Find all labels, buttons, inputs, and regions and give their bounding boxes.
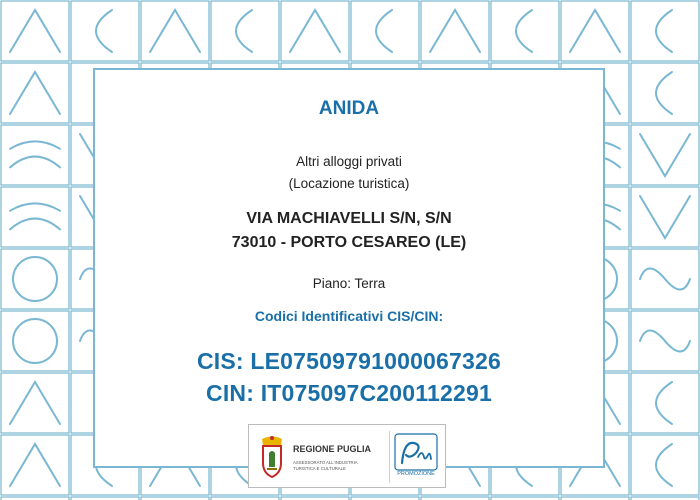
logos-box	[248, 424, 446, 488]
pattern-tile	[211, 1, 279, 61]
address-line-1: VIA MACHIAVELLI S/N, S/N	[246, 210, 452, 227]
pattern-tile	[631, 125, 699, 185]
logo-separator	[389, 431, 390, 483]
pattern-tile	[1, 249, 69, 309]
cis-code: CIS: LE07509791000067326	[196, 348, 502, 374]
pattern-tile	[281, 1, 349, 61]
pattern-tile	[1, 311, 69, 371]
pattern-tile	[1, 187, 69, 247]
pattern-tile	[1, 125, 69, 185]
pattern-tile	[491, 1, 559, 61]
pattern-tile	[141, 1, 209, 61]
pattern-tile	[1, 435, 69, 495]
region-subtitle-1: ASSESSORATO ALL'INDUSTRIA	[293, 460, 358, 465]
pattern-tile	[631, 249, 699, 309]
pattern-tile	[1, 1, 69, 61]
address-line-2: 73010 - PORTO CESAREO (LE)	[231, 234, 467, 251]
codes-heading: Codici Identificativi CIS/CIN:	[254, 308, 444, 324]
pattern-tile	[71, 1, 139, 61]
pattern-tile	[1, 373, 69, 433]
registration-card	[93, 68, 605, 468]
region-subtitle-2: TURISTICA E CULTURALE	[293, 466, 346, 471]
pattern-tile	[631, 435, 699, 495]
regione-puglia-crest-icon	[259, 433, 285, 479]
pattern-tile	[631, 1, 699, 61]
pattern-tile	[631, 187, 699, 247]
pattern-tile	[351, 1, 419, 61]
pattern-tile	[1, 63, 69, 123]
puglia-promozione-logo	[394, 433, 438, 471]
floor-label: Piano: Terra	[312, 276, 386, 291]
category-line-2: (Locazione turistica)	[288, 176, 410, 191]
region-name: REGIONE PUGLIA	[293, 444, 372, 454]
pattern-tile	[631, 373, 699, 433]
promozione-label: PROMOZIONE	[397, 471, 435, 477]
category-line-1: Altri alloggi privati	[296, 154, 402, 169]
pattern-tile	[421, 1, 489, 61]
pattern-tile	[631, 63, 699, 123]
pattern-tile	[631, 311, 699, 371]
pattern-tile	[561, 1, 629, 61]
cin-code: CIN: IT075097C200112291	[206, 380, 492, 406]
property-name: ANIDA	[318, 98, 380, 119]
